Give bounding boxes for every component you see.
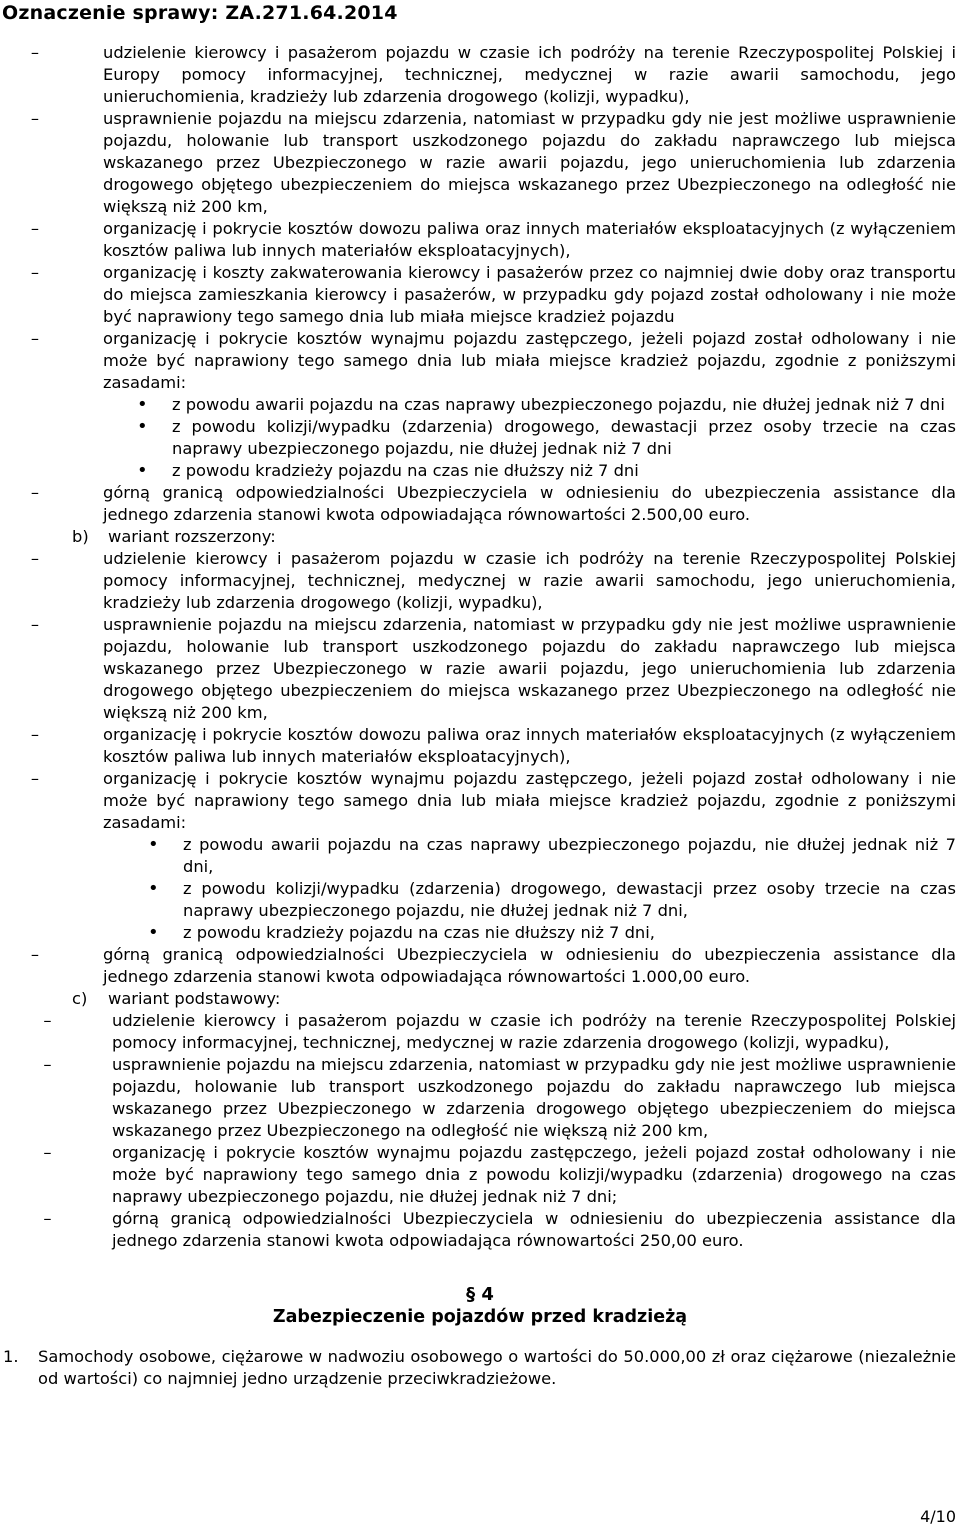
bullet-marker: • — [137, 394, 148, 415]
list-item-text: górną granicą odpowiedzialności Ubezpieczyciela w odniesieniu do ubezpieczenia assistance dla jednego zdarzenia stanowi kwota odpowiadająca równowartości 250,00 euro. — [112, 1209, 956, 1250]
dash-marker: – — [43, 1143, 52, 1162]
list-item — [0, 42, 960, 108]
list-item-text: organizację i pokrycie kosztów wynajmu pojazdu zastępczego, jeżeli pojazd został odholowany i nie może być naprawiony tego samego dnia lub miała miejsce kradzież pojazdu, zgodnie z poniższymi zasadami: — [103, 329, 956, 392]
list-item — [0, 944, 960, 988]
variant-title: wariant rozszerzony: — [108, 527, 276, 546]
list-item — [0, 1142, 960, 1208]
list-item — [0, 1054, 960, 1142]
bullet-marker: • — [137, 460, 148, 481]
bullet-marker: • — [148, 878, 159, 899]
list-item — [0, 1010, 960, 1054]
bullet-item-text: z powodu awarii pojazdu na czas naprawy ubezpieczonego pojazdu, nie dłużej jednak niż 7 dni, — [183, 835, 956, 876]
dash-marker: – — [30, 43, 40, 62]
list-item — [0, 724, 960, 768]
variant-letter: c) — [72, 989, 88, 1008]
list-item — [0, 1208, 960, 1252]
numbered-item — [0, 1346, 960, 1390]
bullet-item — [0, 878, 960, 922]
bullet-marker: • — [148, 922, 159, 943]
section-title: Zabezpieczenie pojazdów przed kradzieżą — [272, 1307, 688, 1327]
case-reference-title: Oznaczenie sprawy: ZA.271.64.2014 — [2, 2, 398, 24]
list-item-text: górną granicą odpowiedzialności Ubezpieczyciela w odniesieniu do ubezpieczenia assistance dla jednego zdarzenia stanowi kwota odpowiadająca równowartości 1.000,00 euro. — [103, 945, 956, 986]
list-item-text: górną granicą odpowiedzialności Ubezpieczyciela w odniesieniu do ubezpieczenia assistance dla jednego zdarzenia stanowi kwota odpowiadająca równowartości 2.500,00 euro. — [103, 483, 956, 524]
list-item-text: usprawnienie pojazdu na miejscu zdarzenia, natomiast w przypadku gdy nie jest możliwe usprawnienie pojazdu, holowanie lub transport uszkodzonego pojazdu do zakładu naprawczego lub miejsca wskazanego przez Ubezpieczonego w razie awarii pojazdu, jego unieruchomienia lub zdarzenia drogowego objętego ubezpieczeniem do miejsca wskazanego przez Ubezpieczonego na odległość nie większą niż 200 km, — [103, 615, 956, 722]
list-item — [0, 108, 960, 218]
list-item-text: udzielenie kierowcy i pasażerom pojazdu w czasie ich podróży na terenie Rzeczypospolitej Polskiej pomocy informacyjnej, technicznej, medycznej w razie awarii samochodu, jego unieruchomienia, kradzieży lub zdarzenia drogowego (kolizji, wypadku), — [103, 549, 956, 612]
item-number: 1. — [3, 1347, 19, 1366]
list-item — [0, 614, 960, 724]
bullet-item-text: z powodu kradzieży pojazdu na czas nie dłuższy niż 7 dni, — [183, 923, 655, 942]
dash-marker: – — [30, 483, 40, 502]
bullet-marker: • — [137, 416, 148, 437]
bullet-item-text: z powodu kradzieży pojazdu na czas nie dłuższy niż 7 dni — [172, 461, 639, 480]
dash-marker: – — [30, 549, 40, 568]
list-item-text: udzielenie kierowcy i pasażerom pojazdu w czasie ich podróży na terenie Rzeczypospolitej Polskiej pomocy informacyjnej, technicznej, medycznej w razie zdarzenia drogowego (kolizji, wypadku), — [112, 1011, 956, 1052]
list-item — [0, 328, 960, 394]
list-item-text: usprawnienie pojazdu na miejscu zdarzenia, natomiast w przypadku gdy nie jest możliwe usprawnienie pojazdu, holowanie lub transport uszkodzonego pojazdu do zakładu naprawczego lub miejsca wskazanego przez Ubezpieczonego w zdarzenia drogowego objętego ubezpieczeniem do miejsca wskazanego przez Ubezpieczonego na odległość nie większą niż 200 km, — [112, 1055, 956, 1140]
variant-title: wariant podstawowy: — [108, 989, 281, 1008]
list-item-text: organizację i koszty zakwaterowania kierowcy i pasażerów przez co najmniej dwie doby oraz transportu do miejsca zamieszkania kierowcy i pasażerów, w przypadku gdy pojazd został odholowany i nie może być naprawiony tego samego dnia lub miała miejsce kradzież pojazdu — [103, 263, 956, 326]
page-header — [0, 0, 960, 24]
list-item-text: organizację i pokrycie kosztów wynajmu pojazdu zastępczego, jeżeli pojazd został odholowany i nie może być naprawiony tego samego dnia lub miała miejsce kradzież pojazdu, zgodnie z poniższymi zasadami: — [103, 769, 956, 832]
dash-marker: – — [30, 945, 40, 964]
dash-marker: – — [30, 329, 40, 348]
dash-marker: – — [43, 1011, 52, 1030]
bullet-item — [0, 416, 960, 460]
list-item — [0, 262, 960, 328]
list-item-text: udzielenie kierowcy i pasażerom pojazdu w czasie ich podróży na terenie Rzeczypospolitej Polskiej i Europy pomocy informacyjnej, technicznej, medycznej w razie awarii samochodu, jego unieruchomienia, kradzieży lub zdarzenia drogowego (kolizji, wypadku), — [103, 43, 956, 106]
dash-marker: – — [30, 725, 40, 744]
bullet-item — [0, 460, 960, 482]
dash-marker: – — [30, 219, 40, 238]
variant-b-heading — [0, 526, 960, 548]
bullet-item — [0, 922, 960, 944]
list-item-text: organizację i pokrycie kosztów dowozu paliwa oraz innych materiałów eksploatacyjnych (z wyłączeniem kosztów paliwa lub innych materiałów eksploatacyjnych), — [103, 725, 956, 766]
section-number: § 4 — [466, 1284, 494, 1305]
dash-marker: – — [30, 769, 40, 788]
variant-letter: b) — [72, 527, 89, 546]
bullet-item-text: z powodu kolizji/wypadku (zdarzenia) drogowego, dewastacji przez osoby trzecie na czas naprawy ubezpieczonego pojazdu, nie dłużej jednak niż 7 dni, — [183, 879, 956, 920]
list-item — [0, 482, 960, 526]
document-body — [0, 42, 960, 1390]
list-item-text: usprawnienie pojazdu na miejscu zdarzenia, natomiast w przypadku gdy nie jest możliwe usprawnienie pojazdu, holowanie lub transport uszkodzonego pojazdu do zakładu naprawczego lub miejsca wskazanego przez Ubezpieczonego w razie awarii pojazdu, jego unieruchomienia lub zdarzenia drogowego objętego ubezpieczeniem do miejsca wskazanego przez Ubezpieczonego na odległość nie większą niż 200 km, — [103, 109, 956, 216]
dash-marker: – — [43, 1209, 52, 1228]
bullet-marker: • — [148, 834, 159, 855]
list-item — [0, 548, 960, 614]
variant-c-heading — [0, 988, 960, 1010]
dash-marker: – — [43, 1055, 52, 1074]
dash-marker: – — [30, 263, 40, 282]
bullet-item-text: z powodu awarii pojazdu na czas naprawy ubezpieczonego pojazdu, nie dłużej jednak niż 7 dni — [172, 395, 945, 414]
list-item-text: organizację i pokrycie kosztów wynajmu pojazdu zastępczego, jeżeli pojazd został odholowany i nie może być naprawiony tego samego dnia z powodu kolizji/wypadku (zdarzenia) drogowego na czas naprawy ubezpieczonego pojazdu, nie dłużej jednak niż 7 dni; — [112, 1143, 956, 1206]
dash-marker: – — [30, 615, 40, 634]
list-item — [0, 768, 960, 834]
list-item — [0, 218, 960, 262]
bullet-item — [0, 394, 960, 416]
dash-marker: – — [30, 109, 40, 128]
list-item-text: organizację i pokrycie kosztów dowozu paliwa oraz innych materiałów eksploatacyjnych (z wyłączeniem kosztów paliwa lub innych materiałów eksploatacyjnych), — [103, 219, 956, 260]
bullet-item — [0, 834, 960, 878]
bullet-item-text: z powodu kolizji/wypadku (zdarzenia) drogowego, dewastacji przez osoby trzecie na czas naprawy ubezpieczonego pojazdu, nie dłużej jednak niż 7 dni — [172, 417, 956, 458]
numbered-item-text: Samochody osobowe, ciężarowe w nadwoziu osobowego o wartości do 50.000,00 zł oraz ciężarowe (niezależnie od wartości) co najmniej jedno urządzenie przeciwkradzieżowe. — [38, 1347, 956, 1388]
page-number: 4/10 — [920, 1507, 956, 1526]
